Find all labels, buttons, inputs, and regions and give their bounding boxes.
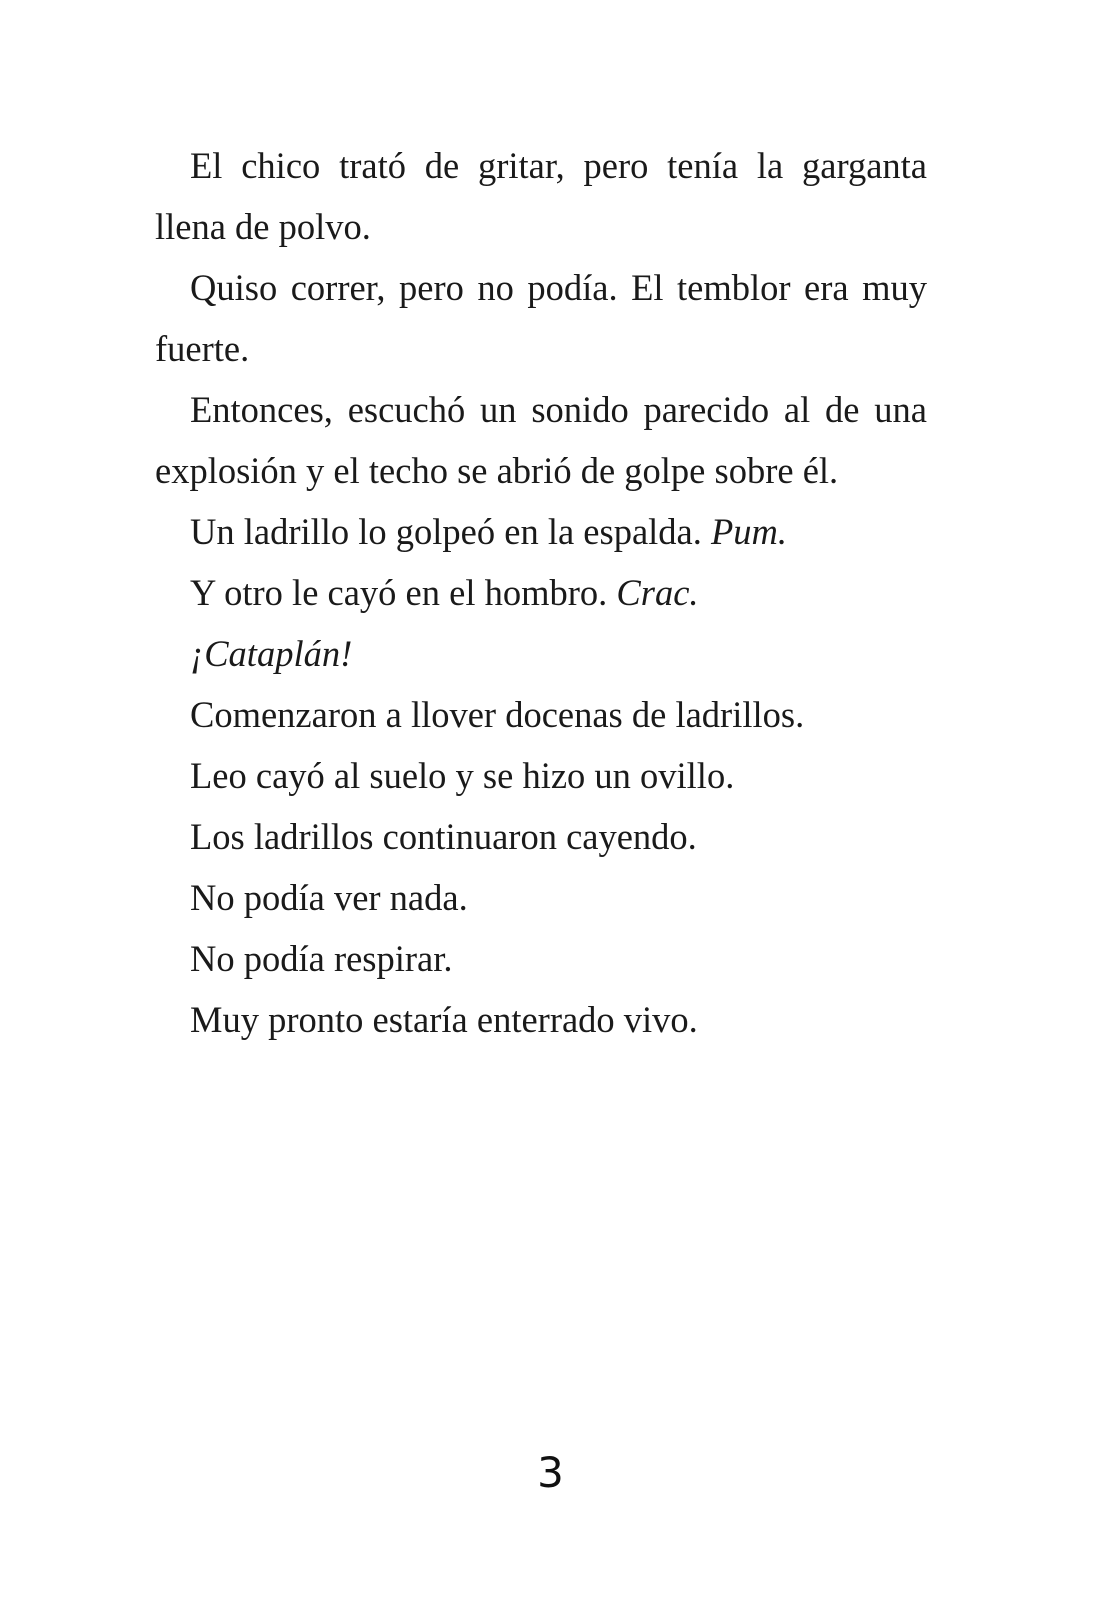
paragraph-text: No podía respirar. — [190, 938, 453, 979]
paragraph-emphasis: Crac. — [616, 572, 699, 613]
paragraph — [155, 867, 927, 928]
paragraph — [155, 257, 927, 379]
paragraph-text: Quiso correr, pero no podía. El temblor era muy fuerte. — [155, 267, 927, 369]
paragraph-emphasis: ¡Cataplán! — [190, 633, 353, 674]
paragraph-emphasis: Pum. — [711, 511, 788, 552]
paragraph-text: Entonces, escuchó un sonido parecido al de una explosión y el techo se abrió de golpe sobre él. — [155, 389, 927, 491]
paragraph — [155, 806, 927, 867]
paragraph — [155, 135, 927, 257]
paragraph-text: Leo cayó al suelo y se hizo un ovillo. — [190, 755, 735, 796]
paragraph-text: Muy pronto estaría enterrado vivo. — [190, 999, 698, 1040]
paragraph-text: Comenzaron a llover docenas de ladrillos. — [190, 694, 805, 735]
paragraph — [155, 989, 927, 1050]
paragraph — [155, 501, 927, 562]
paragraph — [155, 745, 927, 806]
paragraph — [155, 623, 927, 684]
body-text — [155, 135, 927, 1050]
paragraph — [155, 379, 927, 501]
paragraph — [155, 684, 927, 745]
paragraph — [155, 562, 927, 623]
page-number: 3 — [537, 1448, 564, 1497]
paragraph-text: El chico trató de gritar, pero tenía la garganta llena de polvo. — [155, 145, 927, 247]
paragraph-text: No podía ver nada. — [190, 877, 468, 918]
paragraph-text: Y otro le cayó en el hombro. — [190, 572, 617, 613]
paragraph-text: Un ladrillo lo golpeó en la espalda. — [190, 511, 711, 552]
paragraph — [155, 928, 927, 989]
paragraph-text: Los ladrillos continuaron cayendo. — [190, 816, 697, 857]
